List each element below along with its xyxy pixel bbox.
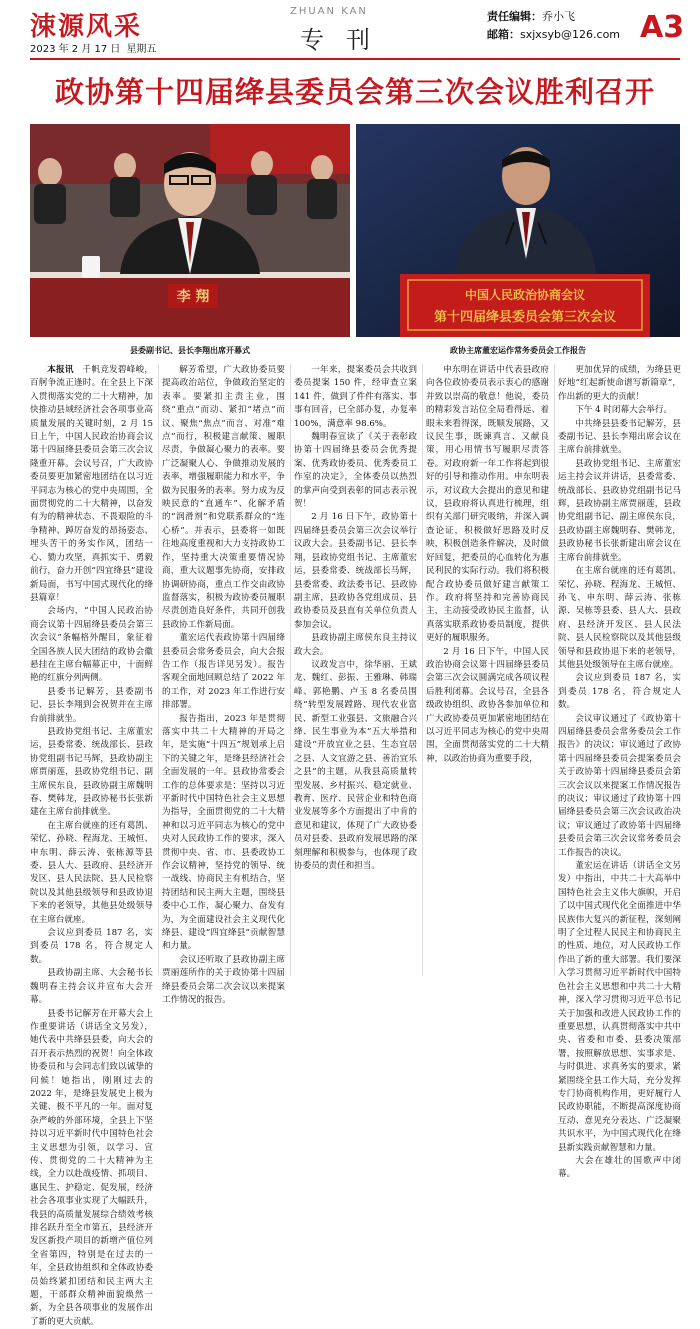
article-column-1	[30, 364, 153, 976]
section-pinyin: ZHUAN KAN	[290, 6, 368, 17]
paragraph-text: 董宏运代表政协第十四届绛县委员会常务委员会，向大会报告工作（报告详见另发）。报告客观全面地回顾总结了 2022 年的工作，对 2023 年工作进行安排部署。	[162, 633, 285, 710]
paragraph-text: 在主席台就座的还有葛凯、荣忆、孙晓、程海龙、王城恒、申东明、薛云涛、张栋源等县委、县人大、县政府、县经济开发区、县人民法院、县人民检察院以及其他县级领导和县政协退下来的老领导，其他县处级领导在主席台就座。	[30, 821, 153, 925]
paragraph-text: 会议应到委员 187 名，实到委员 178 名，符合规定人数。	[30, 928, 153, 965]
column-divider	[158, 364, 159, 976]
article-paragraph	[30, 605, 153, 685]
paragraph-text: 议政发言中，徐华丽、王斌龙、魏红、彭振、王雅琳、韩瑞峰、郭艳鹏、卢玉 8 名委员围绕“转型发展蹚路、现代农业富民、新型工业强县、文旅融合兴绛、民生事业为本”五大举措和建设“开放宜业之县、生态宜居之县、人文宜游之县、善治宜乐之县”的主题，从我县高质量转型发展、乡村振兴、稳定就业、教育、医疗、民营企业和特色商业发展等多个方面提出了中肯的意见和建议，体现了广大政协委员对县委、县政府发展思路的深刻理解和积极参与，也体现了政协委员的责任和担当。	[294, 660, 417, 871]
article-column-4	[426, 364, 549, 976]
article-paragraph	[558, 1155, 681, 1182]
paragraph-text: 2 月 16 日下午，政协第十四届绛县委员会第三次会议举行议政大会。县委副书记、县长李翔，县政协党组书记、主席董宏运，县委常委、统战部长马辉，县委常委、政法委书记、县政协副主席，县政协各党组成员、县政协委员及县直有关单位负责人参加会议。	[294, 512, 417, 629]
photo-county-head-art	[30, 124, 350, 337]
paragraph-text: 千帆竞发碧峰峻，百舸争流正逢时。在全县上下深入贯彻落实党的二十大精神，加快推动县域经济社会各项事业高质量发展的关键时刻，2 月 15 日上午，中国人民政治协商会议第十四届绛县委员会第三次会议隆重开幕。会议号召，广大政协委员要更加紧密地团结在以习近平同志为核心的党中央周围，全面贯彻党的二十大精神，以奋发有为的精神状态、不畏艰险的斗争精神、踔厉奋发的昂扬姿态、埋头苦干的务实作风，团结一心、勠力攻坚，真抓实干、勇毅前行，奋力开创“四宜绛县”建设新局面，书写中国式现代化的绛县篇章！	[30, 365, 153, 603]
article-paragraph	[558, 672, 681, 712]
paragraph-text: 县政协党组书记、主席董宏运，县委常委、统战部长、县政协党组副书记马辉，县政协副主席贾丽莲，县政协党组书记、副主席侯东良，县政协副主席魏明春、樊韩龙，县政协秘书长张新建在主席台前排就坐。	[30, 727, 153, 817]
masthead: 涑源风采	[30, 6, 142, 43]
article-paragraph	[162, 713, 285, 954]
editor-box	[487, 8, 620, 44]
email-label: 邮箱：	[487, 28, 520, 41]
photo-county-head	[30, 124, 350, 337]
paragraph-text: 县委书记解芳，县委副书记、县长李翔到会祝贺并在主席台前排就坐。	[30, 687, 153, 724]
paragraph-text: 申东明在讲话中代表县政府向各位政协委员表示衷心的感谢并致以崇高的敬意！他说，委员的精彩发言站位全局看得远、着眼未来看得深，既顺发展路，又议民生事，既谏真言、又献良策，用心用情书写履职尽责答卷。对政府新一年工作将起到很好的引导和推动作用。申东明表示，对议政大会提出的意见和建议，县政府将认真进行梳理，组织有关部门研究吸纳，并深入调查论证，积极做好思路及时反映，积极创造条件解决，及时做好回复，把委员的心血转化为惠民利民的实际行动。我们将积极配合政协委员做好建言献策工作。政府将坚持和完善协商民主，主动接受政协民主监督，认真落实联系政协委员制度，提供更好的履职服务。	[426, 365, 549, 643]
article-paragraph	[162, 364, 285, 632]
page-number: A3	[640, 10, 684, 45]
header-rule	[30, 58, 680, 60]
article-paragraph	[30, 726, 153, 820]
paragraph-text: 魏明春宣读了《关于表彰政协第十四届绛县委员会优秀提案、优秀政协委员、优秀委员工作室的决定》，全体委员以热烈的掌声向受到表彰的同志表示祝贺！	[294, 432, 417, 509]
article-paragraph	[558, 404, 681, 417]
issue-weekday: 星期五	[126, 44, 156, 55]
date-line	[30, 40, 162, 55]
article-paragraph	[162, 954, 285, 1008]
paragraph-text: 下午 4 时闭幕大会举行。	[575, 405, 672, 415]
article-paragraph	[30, 927, 153, 967]
editor-email[interactable]: sxjxsyb@126.com	[520, 28, 620, 41]
article-paragraph	[558, 713, 681, 860]
paragraph-text: 会议还听取了县政协副主席贾丽莲所作的关于政协第十四届绛县委员会第二次会议以来提案工作情况的报告。	[162, 955, 285, 1005]
article-paragraph	[30, 364, 153, 605]
article-column-3	[294, 364, 417, 976]
dateline: 本报讯	[47, 365, 74, 375]
article-paragraph	[30, 820, 153, 927]
article-paragraph	[30, 967, 153, 1007]
article-paragraph	[558, 364, 681, 404]
article-paragraph	[558, 458, 681, 565]
paragraph-text: 在主席台就座的还有葛凯、荣忆、孙晓、程海龙、王城恒、孙飞、申东明、薛云涛、张栋源、吴栋等县委、县人大、县政府、县经济开发区、县人民法院、县人民检察院以及其他县级领导和县政协退下来的老领导，其他县处级领导在主席台就座。	[558, 566, 681, 670]
article-paragraph	[558, 418, 681, 458]
paragraph-text: 解芳希望，广大政协委员要提高政治站位，争做政治坚定的表率。要紧扣主责主业，围绕“重点”而动、紧扣“堵点”而议、聚焦“焦点”而言、对准“难点”而行，积极建言献策、履职尽责，争做凝心聚力的表率。要广泛凝聚人心、争做推动发展的表率，增强履职能力和水平，争做为民服务的表率。努力成为反映民意的“直通车”、化解矛盾的“润滑剂”和党联系群众的“连心桥”。并表示，县委将一如既往地高度重视和大力支持政协工作，坚持重大决策重要情况协商，重大议题事先协商，安排政协调研协商，重点工作交由政协监督落实，积极为政协委员履职尽责创造良好条件，共同开创我县政协工作新局面。	[162, 365, 285, 630]
article-paragraph	[30, 686, 153, 726]
article-paragraph	[294, 364, 417, 431]
paragraph-text: 会议审议通过了《政协第十四届绛县委员会常务委员会工作报告》的决议；审议通过了政协第十四届绛县委员会提案委员会关于政协第十四届绛县委员会第三次会议以来提案工作情况报告的决议；审议通过了政协第十四届绛县委员会第三次会议政治决议；审议通过了政协第十四届绛县委员会第三次会议常务委员会工作报告的决议。	[558, 714, 681, 858]
paragraph-text: 中共绛县县委书记解芳，县委副书记、县长李翔出席会议在主席台前排就坐。	[558, 419, 681, 456]
article-column-2	[162, 364, 285, 976]
name-card: 李 翔	[177, 288, 210, 305]
article-paragraph	[162, 632, 285, 712]
paragraph-text: 县委书记解芳在开幕大会上作重要讲话（讲话全文另发），她代表中共绛县县委，向大会的召开表示热烈的祝贺！向全体政协委员和与会同志们致以诚挚的问候！她指出，刚刚过去的 2022 年，是绛县发展史上极为关键、极不平凡的一年。面对复杂严峻的外部环境，全县上下坚持以习近平新时代中国特色社会主义思想为引领，以学习、宣传、贯彻党的二十大精神为主线，全力以赴战疫情、抓项目、惠民生、护稳定、促发展，经济社会各项事业实现了大幅跃升，我县的高质量发展综合绩效考核排名跃升至全市第五，县经济开发区新投产项目的新增产值位列全省第四，特别是在过去的一年，全县政协组织和全体政协委员始终紧扣团结和民主两大主题，干部群众精神面貌焕然一新，为全县各项事业的发展作出了新的更大贡献。	[30, 1009, 153, 1327]
photo-caption-2: 政协主席董宏运作常务委员会工作报告	[356, 345, 680, 356]
article-paragraph	[30, 1008, 153, 1329]
article-paragraph	[426, 646, 549, 767]
photo-cppcc-chair-art	[356, 124, 680, 337]
photo-cppcc-chair	[356, 124, 680, 337]
headline: 政协第十四届绛县委员会第三次会议胜利召开	[30, 70, 680, 111]
article-paragraph	[558, 860, 681, 1155]
paragraph-text: 县政协副主席、大会秘书长魏明春主持会议并宣布大会开幕。	[30, 968, 153, 1005]
paragraph-text: 会议应到委员 187 名，实到委员 178 名，符合规定人数。	[558, 673, 681, 710]
column-divider	[290, 364, 291, 976]
editor-name: 乔小飞	[542, 10, 575, 23]
paragraph-text: 2 月 16 日下午，中国人民政治协商会议第十四届绛县委员会第三次会议圆满完成各项议程后胜利闭幕。会议号召，全县各级政协组织、政协各参加单位和广大政协委员更加紧密地团结在以习近平同志为核心的党中央周围，全面贯彻落实党的二十大精神，以政治协商为重要手段，	[426, 647, 549, 764]
article-paragraph	[558, 565, 681, 672]
paragraph-text: 县政协副主席侯东良主持议政大会。	[294, 633, 417, 656]
article-paragraph	[294, 511, 417, 632]
article-paragraph	[294, 632, 417, 659]
article-paragraph	[294, 659, 417, 874]
article-column-5	[558, 364, 681, 976]
podium-banner-line2: 第十四届绛县委员会第三次会议	[434, 309, 616, 325]
paragraph-text: 更加优异的成绩，为绛县更好地“红起新使命谱写新篇章”，作出新的更大的贡献！	[558, 365, 681, 402]
article-paragraph	[426, 364, 549, 646]
section-title: 专刊	[300, 20, 392, 55]
photo-caption-1: 县委副书记、县长李翔出席开幕式	[30, 345, 350, 356]
column-divider	[554, 364, 555, 976]
paragraph-text: 一年来，提案委员会共收到委员提案 150 件，经审查立案 141 件，做到了件件有落实、事事有回音，已全部办复，办复率 100%，满意率 98.6%。	[294, 365, 417, 429]
issue-date: 2023 年 2 月 17 日	[30, 44, 120, 55]
column-divider	[422, 364, 423, 976]
paragraph-text: 会场内，“中国人民政治协商会议第十四届绛县委员会第三次会议”条幅格外醒目，象征着全国各族人民大团结的政协会徽悬挂在主席台幅幕正中，十面鲜艳的红旗分列两侧。	[30, 606, 153, 683]
editor-label: 责任编辑：	[487, 10, 542, 23]
podium-banner-line1: 中国人民政治协商会议	[465, 287, 585, 302]
paragraph-text: 报告指出，2023 年是贯彻落实中共二十大精神的开局之年，是实施“十四五”规划承上启下的关键之年，是绛县经济社会全面发展的一年。县政协常委会工作的总体要求是：坚持以习近平新时代中国特色社会主义思想为指导，全面贯彻党的二十大精神和以习近平同志为核心的党中央对人民政协工作的要求，深入贯彻中央、省、市、县委政协工作会议精神，坚持党的领导、统一战线、协商民主有机结合，坚持团结和民主两大主题，围绕县委中心工作，凝心聚力、奋发有为，为全面建设社会主义现代化绛县、建设“四宜绛县”贡献智慧和力量。	[162, 714, 285, 952]
article-paragraph	[294, 431, 417, 511]
page-header	[0, 0, 700, 60]
paragraph-text: 董宏运在讲话（讲话全文另发）中指出，中共二十大高举中国特色社会主义伟大旗帜，开启了以中国式现代化全面推进中华民族伟大复兴的新征程，深刻阐明了全过程人民民主和协商民主的性质、地位，对人民政协工作作出了新的重大部署。我们要深入学习贯彻习近平新时代中国特色社会主义思想和中共二十大精神，深入学习贯彻习近平总书记关于加强和改进人民政协工作的重要思想，认真贯彻落实中共中央、省委和市委、县委决策部署，按照解放思想、实事求是、与时俱进、求真务实的要求，紧紧围绕全县工作大局，充分发挥专门协商机构作用，更好履行人民政协职能，不断提高深度协商互动、意见充分表达、广泛凝聚共识水平，为中国式现代化在绛县新实践贡献智慧和力量。	[558, 861, 681, 1153]
paragraph-text: 大会在雄壮的国歌声中闭幕。	[558, 1156, 681, 1179]
paragraph-text: 县政协党组书记、主席董宏运主持会议并讲话，县委常委、统战部长、县政协党组副书记马辉，县政协副主席贾丽莲，县政协党组副书记、副主席侯东良，县政协副主席魏明春、樊韩龙，县政协秘书长张新建出席会议在主席台前排就坐。	[558, 459, 681, 563]
